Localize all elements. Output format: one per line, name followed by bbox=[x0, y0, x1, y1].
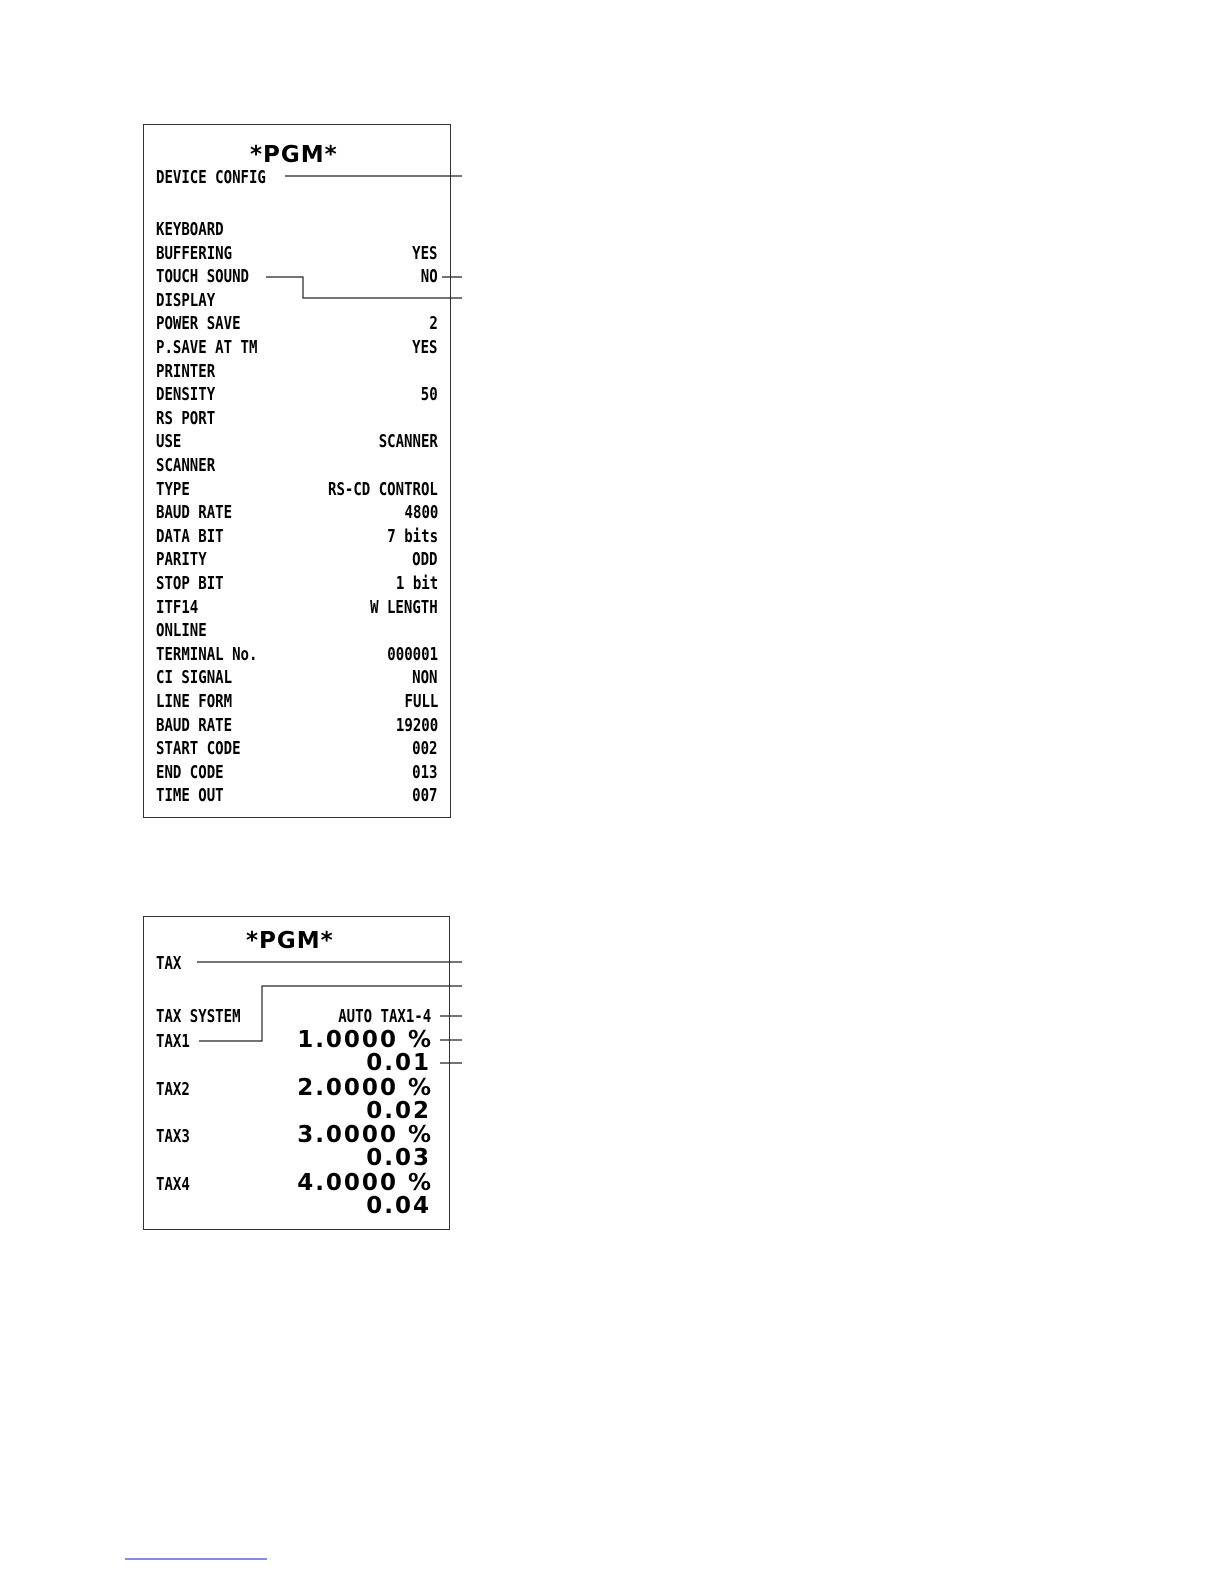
row-value: 19200 bbox=[395, 714, 438, 736]
row-label: BAUD RATE bbox=[156, 714, 233, 736]
row-label: ITF14 bbox=[156, 596, 199, 618]
row-label: POWER SAVE bbox=[156, 313, 241, 335]
row-value: 50 bbox=[421, 384, 438, 406]
leader-line-touch-label bbox=[266, 277, 462, 298]
row-label: RS PORT bbox=[156, 407, 216, 429]
tax-system-value: AUTO TAX1-4 bbox=[338, 1006, 431, 1027]
row-label: TYPE bbox=[156, 478, 190, 500]
row-label: DISPLAY bbox=[156, 289, 216, 311]
row-value: W LENGTH bbox=[370, 596, 438, 618]
row-value: ODD bbox=[412, 549, 438, 571]
receipt-title-text: TAX bbox=[156, 953, 182, 974]
row-label: P.SAVE AT TM bbox=[156, 337, 258, 358]
receipt-header: *PGM* bbox=[250, 142, 338, 168]
row-label: TOUCH SOUND bbox=[156, 266, 249, 288]
row-value: NON bbox=[412, 667, 438, 689]
row-label: PARITY bbox=[156, 549, 207, 571]
row-value: 002 bbox=[412, 738, 438, 760]
tax-system-label: TAX SYSTEM bbox=[156, 1006, 241, 1027]
tax-label: TAX2 bbox=[156, 1078, 190, 1100]
row-value: 4800 bbox=[404, 502, 438, 524]
row-label: ONLINE bbox=[156, 620, 207, 642]
row-label: DENSITY bbox=[156, 384, 216, 406]
row-label: BUFFERING bbox=[156, 242, 233, 264]
tax-label: TAX4 bbox=[156, 1173, 190, 1195]
row-label: TERMINAL No. bbox=[156, 643, 258, 665]
row-label: LINE FORM bbox=[156, 691, 233, 712]
row-label: SCANNER bbox=[156, 455, 216, 476]
row-value: 1 bit bbox=[395, 573, 438, 594]
row-value: 2 bbox=[429, 313, 438, 335]
leader-line-tax1-label bbox=[199, 986, 462, 1041]
row-label: STOP BIT bbox=[156, 573, 224, 594]
tax-label: TAX3 bbox=[156, 1126, 190, 1147]
tax-amount: 0.02 bbox=[366, 1097, 431, 1124]
row-value: YES bbox=[412, 242, 438, 264]
row-value: YES bbox=[412, 337, 438, 358]
row-label: PRINTER bbox=[156, 360, 216, 382]
tax-amount: 0.04 bbox=[366, 1192, 431, 1219]
row-label: USE bbox=[156, 431, 182, 453]
receipt-title-text: DEVICE CONFIG bbox=[156, 167, 266, 188]
row-label: END CODE bbox=[156, 761, 224, 783]
row-label: DATA BIT bbox=[156, 525, 224, 547]
tax-amount: 0.03 bbox=[366, 1145, 431, 1171]
row-value: 000001 bbox=[387, 643, 438, 665]
row-label: BAUD RATE bbox=[156, 502, 233, 524]
row-value: NO bbox=[421, 266, 438, 288]
row-value: RS-CD CONTROL bbox=[328, 478, 438, 500]
row-value: 013 bbox=[412, 761, 438, 783]
row-label: CI SIGNAL bbox=[156, 667, 233, 689]
row-value: 007 bbox=[412, 785, 438, 807]
receipt-header: *PGM* bbox=[246, 928, 334, 954]
row-value: 7 bits bbox=[387, 525, 438, 547]
tax-rate: 1.0000 % bbox=[297, 1027, 433, 1053]
tax-amount: 0.01 bbox=[366, 1050, 431, 1076]
tax-label: TAX1 bbox=[156, 1031, 190, 1052]
row-value: FULL bbox=[404, 691, 438, 712]
tax-rate: 3.0000 % bbox=[297, 1122, 433, 1148]
row-value: SCANNER bbox=[378, 431, 438, 453]
tax-rate: 2.0000 % bbox=[297, 1074, 433, 1101]
tax-rate: 4.0000 % bbox=[297, 1169, 433, 1196]
row-label: TIME OUT bbox=[156, 785, 224, 807]
row-label: START CODE bbox=[156, 738, 241, 760]
row-label: KEYBOARD bbox=[156, 219, 224, 240]
